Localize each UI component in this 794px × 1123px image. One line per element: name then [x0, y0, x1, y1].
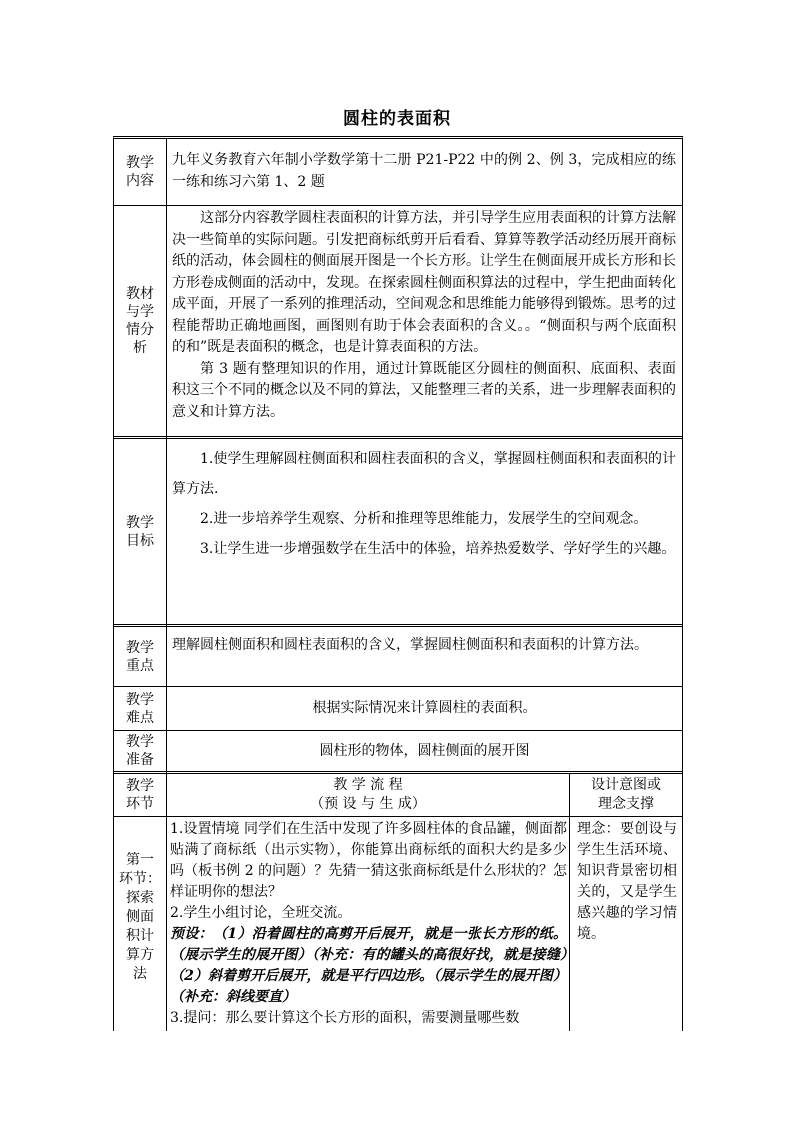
row-divider: [114, 624, 682, 627]
goals-list: [172, 444, 676, 564]
stage1-rationale: 理念：要创设与学生生活环境、知识背景密切相关的，又是学生感兴趣的学习情境。: [577, 821, 677, 942]
content-label: [114, 139, 166, 205]
flow-title-text: 教 学 流 程: [333, 777, 403, 793]
goal-item: 3.让学生进一步增强数学在生活中的体验，培养热爱数学、学好学生的兴趣。: [200, 541, 676, 557]
difficulties-label: [114, 687, 166, 730]
analysis-text: [172, 208, 676, 423]
label-column-divider: [166, 139, 167, 1031]
stage1-label: [114, 817, 166, 1017]
goal-item: 1.使学生理解圆柱侧面积和圆柱表面积的含义，掌握圆柱侧面积和表面积的计算方法.: [172, 451, 676, 497]
label-line: 难点: [126, 709, 154, 726]
flow-subtitle-text: （预 设 与 生 成）: [310, 796, 426, 812]
label-line: 教学: [126, 691, 154, 708]
label-line: 教材: [126, 286, 154, 302]
stage1-step: 1.设置情境 同学们在生活中发现了许多圆柱体的食品罐，侧面都贴满了商标纸（出示实物），你能算出商标纸的面积大约是多少吗（板书例 2 的问题）？先猜一猜这张商标纸是什么形状的？怎样证明你的想法？: [170, 821, 567, 900]
stage1-preset: 预设：（1）沿着圆柱的高剪开后展开，就是一张长方形的纸。（展示学生的展开图）（补充：有的罐头的高很好找，就是接缝）（2）斜着剪开后展开，就是平行四边形。（展示学生的展开图）（补充：斜线要直）: [170, 926, 567, 1005]
preparation-label: [114, 731, 166, 771]
design-header: [570, 774, 682, 816]
label-line: 环节：: [119, 870, 161, 887]
label-line: 析: [133, 340, 147, 356]
row-divider: [114, 816, 682, 817]
design-header-line: 设计意图或: [591, 777, 661, 793]
content-text: 九年义务教育六年制小学数学第十二册 P21-P22 中的例 2、例 3，完成相应的练一练和练习六第 1、2 题: [172, 152, 676, 190]
goals-label: [114, 439, 166, 624]
page-title: 圆柱的表面积: [343, 109, 451, 129]
stage1-process: [170, 819, 567, 1029]
row-divider: [114, 205, 682, 206]
label-line: 环节: [126, 796, 154, 812]
design-header-line: 理念支撑: [598, 796, 654, 812]
key-points-text: 理解圆柱侧面积和圆柱表面积的含义，掌握圆柱侧面积和表面积的计算方法。: [172, 637, 648, 653]
label-line: 积计: [126, 927, 154, 944]
analysis-paragraph: 这部分内容教学圆柱表面积的计算方法，并引导学生应用表面积的计算方法解决一些简单的实际问题。引发把商标纸剪开后看看、算算等教学活动经历展开商标纸的活动，体会圆柱的侧面展开图是一个长方形。让学生在侧面展开成长方形和长方形卷成侧面的活动中，发现。在探索圆柱侧面积算法的过程中，学生把曲面转化成平面，开展了一系列的推理活动，空间观念和思维能力能够得到锻炼。思考的过程能帮助正确地画图，画图则有助于体会表面积的含义。。“侧面积与两个底面积的和”既是表面积的概念，也是计算表面积的方法。: [172, 210, 676, 355]
flow-label: [114, 774, 166, 816]
stage1-step: 2.学生小组讨论，全班交流。: [170, 905, 352, 921]
label-line: 教学: [126, 778, 154, 794]
lesson-plan-table: [113, 136, 683, 1031]
label-line: 第一: [126, 851, 154, 868]
label-line: 与学: [126, 304, 154, 320]
label-line: 准备: [126, 752, 154, 768]
label-line: 侧面: [126, 908, 154, 925]
difficulties-text: 根据实际情况来计算圆柱的表面积。: [312, 700, 537, 716]
label-line: 法: [133, 965, 147, 982]
label-line: 情分: [126, 322, 154, 338]
label-line: 算方: [126, 946, 154, 963]
stage1-step: 3.提问：那么要计算这个长方形的面积，需要测量哪些数: [170, 1010, 520, 1026]
label-line: 目标: [126, 532, 154, 549]
goal-item: 2.进一步培养学生观察、分析和推理等思维能力，发展学生的空间观念。: [200, 511, 648, 527]
label-line: 教学: [126, 514, 154, 531]
analysis-label: [114, 206, 166, 436]
row-divider: [114, 436, 682, 439]
label-line: 探索: [126, 889, 154, 906]
preparation-text: 圆柱形的物体，圆柱侧面的展开图: [319, 743, 530, 759]
label-line: 教学: [126, 639, 154, 656]
label-line: 教学: [126, 734, 154, 750]
label-line: 内容: [126, 173, 154, 189]
label-line: 教学: [126, 155, 154, 171]
analysis-paragraph: 第 3 题有整理知识的作用，通过计算既能区分圆柱的侧面积、底面积、表面积这三个不同的概念以及不同的算法，又能整理三者的关系，进一步理解表面积的意义和计算方法。: [172, 360, 676, 420]
key-points-label: [114, 627, 166, 686]
label-line: 重点: [126, 657, 154, 674]
flow-title: [167, 774, 569, 816]
